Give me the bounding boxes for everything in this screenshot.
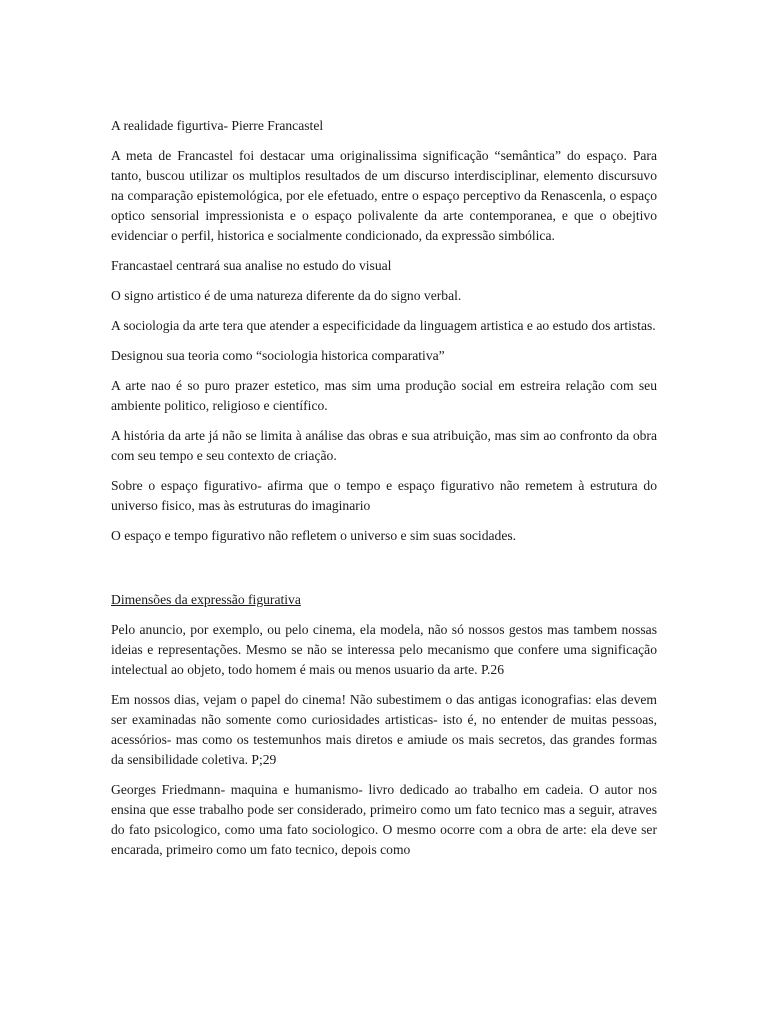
document-page bbox=[111, 116, 657, 870]
paragraph: O espaço e tempo figurativo não refletem o universo e sim suas socidades. bbox=[111, 528, 517, 543]
paragraph: Em nossos dias, vejam o papel do cinema! Não subestimem o das antigas iconografias: elas devem ser examinadas não somente como curiosidades artisticas- isto é, no entender de muitas pessoas, acessórios- mas como os testemunhos mais diretos e amiude os mais secretos, das grandes formas da sensibilidade coletiva. P;29 bbox=[111, 692, 657, 767]
paragraph: A sociologia da arte tera que atender a especificidade da linguagem artistica e ao estudo dos artistas. bbox=[111, 318, 656, 333]
paragraph: O signo artistico é de uma natureza diferente da do signo verbal. bbox=[111, 288, 462, 303]
section-heading: Dimensões da expressão figurativa bbox=[111, 592, 301, 607]
paragraph: A arte nao é so puro prazer estetico, mas sim uma produção social em estreira relação com seu ambiente politico, religioso e científico. bbox=[111, 378, 657, 413]
paragraph: Georges Friedmann- maquina e humanismo- livro dedicado ao trabalho em cadeia. O autor nos ensina que esse trabalho pode ser considerado, primeiro como um fato tecnico mas a seguir, atraves do fato psicologico, como uma fato sociologico. O mesmo ocorre com a obra de arte: ela deve ser encarada, primeiro como um fato tecnico, depois como bbox=[111, 782, 657, 857]
paragraph: Sobre o espaço figurativo- afirma que o tempo e espaço figurativo não remetem à estrutura do universo fisico, mas às estruturas do imaginario bbox=[111, 478, 657, 513]
paragraph: Pelo anuncio, por exemplo, ou pelo cinema, ela modela, não só nossos gestos mas tambem nossas ideias e representações. Mesmo se não se interessa pelo mecanismo que confere uma significação intelectual ao objeto, todo homem é mais ou menos usuario da arte. P.26 bbox=[111, 622, 657, 677]
paragraph: Francastael centrará sua analise no estudo do visual bbox=[111, 258, 392, 273]
paragraph: Designou sua teoria como “sociologia historica comparativa” bbox=[111, 348, 445, 363]
paragraph: A história da arte já não se limita à análise das obras e sua atribuição, mas sim ao confronto da obra com seu tempo e seu contexto de criação. bbox=[111, 428, 657, 463]
section-spacer bbox=[111, 556, 657, 590]
paragraph: A meta de Francastel foi destacar uma originalissima significação “semântica” do espaço. Para tanto, buscou utilizar os multiplos resultados de um discurso interdisciplinar, elemento discursuvo na comparação epistemológica, por ele efetuado, entre o espaço perceptivo da Renascenla, o espaço optico sensorial impressionista e o espaço polivalente da arte contemporanea, e que o obejtivo evidenciar o perfil, historica e socialmente condicionado, da expressão simbólica. bbox=[111, 148, 657, 243]
document-title: A realidade figurtiva- Pierre Francastel bbox=[111, 118, 324, 133]
